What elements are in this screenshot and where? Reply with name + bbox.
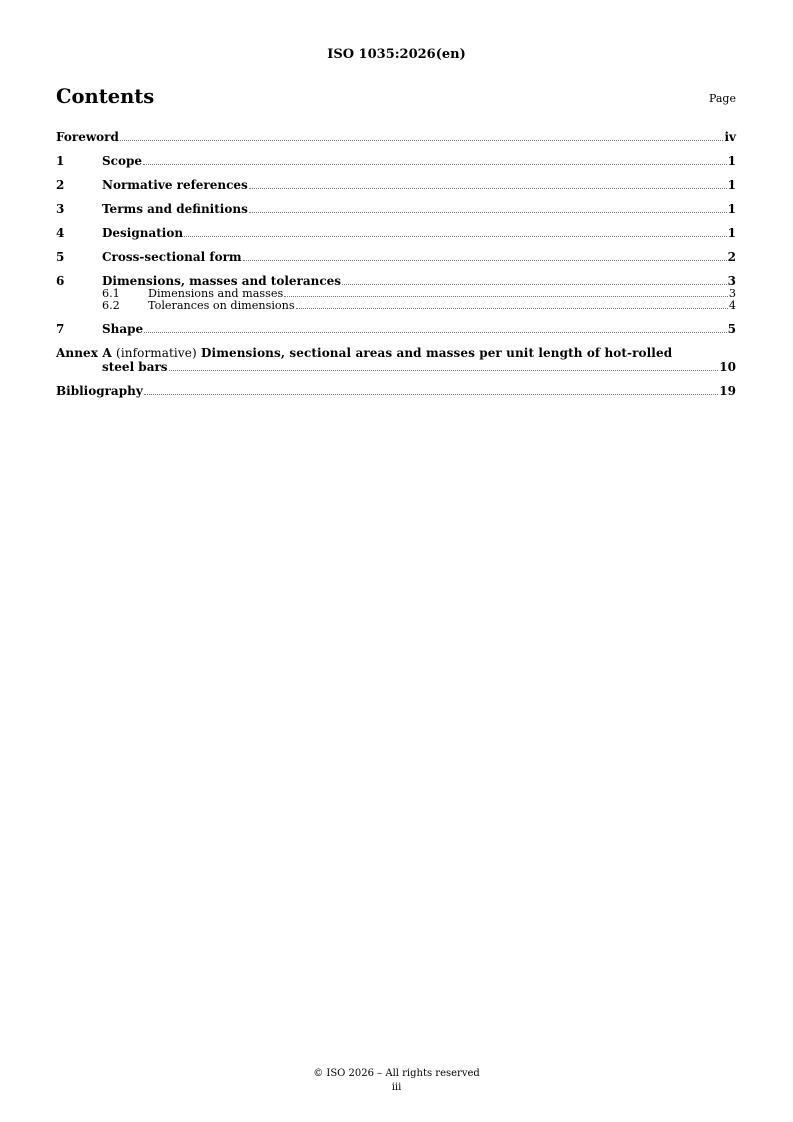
toc-entry-number: 6 [56,274,65,288]
toc-entry-title: Foreword [56,130,119,144]
document-header: ISO 1035:2026(en) [327,47,466,62]
toc-entry-annex-a[interactable] [56,346,736,374]
toc-entry-page: 19 [719,384,736,398]
dot-leader [184,236,727,237]
table-of-contents [56,130,736,408]
toc-entry-page: 3 [727,274,736,288]
dot-leader [284,296,728,297]
toc-entry-title: Terms and definitions [102,202,248,216]
page-number: iii [391,1082,402,1093]
annex-type: (informative) [116,346,197,360]
toc-entry-number: 3 [56,202,65,216]
toc-entry-title: Shape [102,322,144,336]
dot-leader [342,284,727,285]
toc-entry-page: 1 [727,226,736,240]
toc-entry-title: Bibliography [56,384,143,398]
dot-leader [120,140,724,141]
contents-heading: Contents [56,85,155,108]
toc-entry-scope[interactable] [56,154,736,168]
toc-entry-page: 5 [727,322,736,336]
toc-entry-page: 1 [727,202,736,216]
toc-entry-title: Dimensions, masses and tolerances [102,274,342,288]
toc-subentry-number: 6.2 [102,299,120,312]
toc-subentry-tolerances-on-dimensions[interactable] [56,300,736,312]
toc-entry-number: 1 [56,154,65,168]
annex-title-line1: Dimensions, sectional areas and masses per unit length of hot-rolled [201,346,673,360]
toc-subentry-title: Tolerances on dimensions [148,299,295,312]
dot-leader [144,394,719,395]
toc-entry-page: 1 [727,178,736,192]
annex-page: 10 [719,360,736,374]
dot-leader [144,332,726,333]
toc-entry-number: 2 [56,178,65,192]
toc-entry-normative-references[interactable] [56,178,736,192]
copyright-notice: © ISO 2026 – All rights reserved [313,1068,480,1079]
toc-entry-cross-sectional-form[interactable] [56,250,736,264]
toc-entry-page: 1 [727,154,736,168]
toc-entry-bibliography[interactable] [56,384,736,398]
toc-entry-title: Cross-sectional form [102,250,242,264]
toc-entry-page: 2 [727,250,736,264]
toc-entry-title: Normative references [102,178,248,192]
toc-entry-title: Designation [102,226,184,240]
toc-entry-number: 4 [56,226,65,240]
toc-entry-terms-and-definitions[interactable] [56,202,736,216]
page-column-label: Page [708,92,736,105]
dot-leader [296,308,728,309]
toc-subentry-page: 4 [728,299,736,312]
annex-label: Annex A [56,346,112,360]
toc-entry-designation[interactable] [56,226,736,240]
dot-leader [243,260,727,261]
toc-entry-number: 5 [56,250,65,264]
toc-entry-shape[interactable] [56,322,736,336]
annex-title-line2: steel bars [102,360,168,374]
dot-leader [143,164,727,165]
toc-entry-page: iv [724,130,736,144]
toc-entry-number: 7 [56,322,65,336]
toc-subentry-page: 3 [728,287,736,300]
dot-leader [169,370,719,371]
toc-subentry-title: Dimensions and masses [148,287,284,300]
toc-entry-foreword[interactable] [56,130,736,144]
toc-subentry-number: 6.1 [102,287,120,300]
toc-entry-dimensions-masses-tolerances[interactable] [56,274,736,288]
dot-leader [249,212,727,213]
dot-leader [249,188,727,189]
page-footer [0,1067,793,1095]
toc-entry-title: Scope [102,154,143,168]
